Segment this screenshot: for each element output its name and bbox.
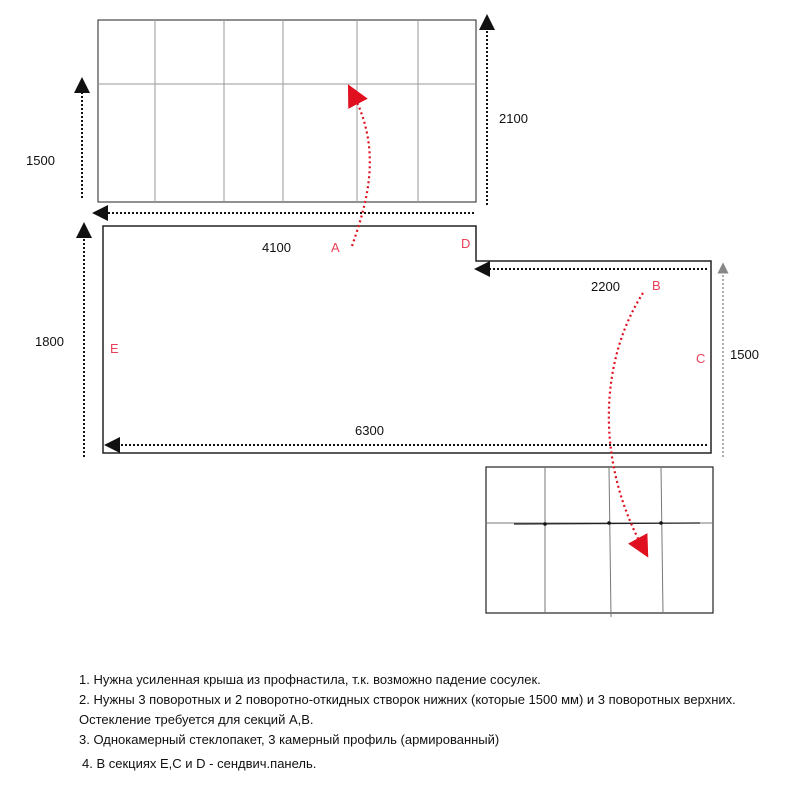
notes-block (79, 670, 779, 774)
lower-window-frame (486, 467, 713, 617)
note-1: 1. Нужна усиленная крыша из профнастила, т.к. возможно падение сосулек. (79, 672, 541, 687)
dim-left-height: 1800 (35, 334, 64, 349)
section-label-e: E (110, 341, 119, 356)
note-2-text: 2. Нужны 3 поворотных и 2 поворотно-откидных створок нижних (которые 1500 мм) и 3 поворотных верхних. (79, 692, 736, 707)
section-label-a: A (331, 240, 340, 255)
pointer-arrows (352, 94, 643, 548)
pointer-arrow-a (352, 94, 370, 246)
upper-window-frame (98, 20, 476, 202)
note-2 (79, 690, 779, 730)
dim-upper-height: 1500 (26, 153, 55, 168)
balcony-outline (103, 226, 711, 453)
section-label-d: D (461, 236, 471, 251)
note-4: 4. В секциях Е,С и D - сендвич.панель. (82, 756, 317, 771)
dimension-arrows (82, 22, 707, 457)
dim-right-height: 1500 (730, 347, 759, 362)
note-3: 3. Однокамерный стеклопакет, 3 камерный профиль (армированный) (79, 732, 500, 747)
dim-step-width: 2200 (591, 279, 620, 294)
dim-upper-width: 2100 (499, 111, 528, 126)
section-label-c: C (696, 351, 706, 366)
dim-top-width: 4100 (262, 240, 291, 255)
note-2-glazing: Остекление требуется для секций А,В. (79, 712, 314, 727)
pointer-arrow-b (609, 293, 643, 548)
dim-bottom-width: 6300 (355, 423, 384, 438)
section-label-b: B (652, 278, 661, 293)
